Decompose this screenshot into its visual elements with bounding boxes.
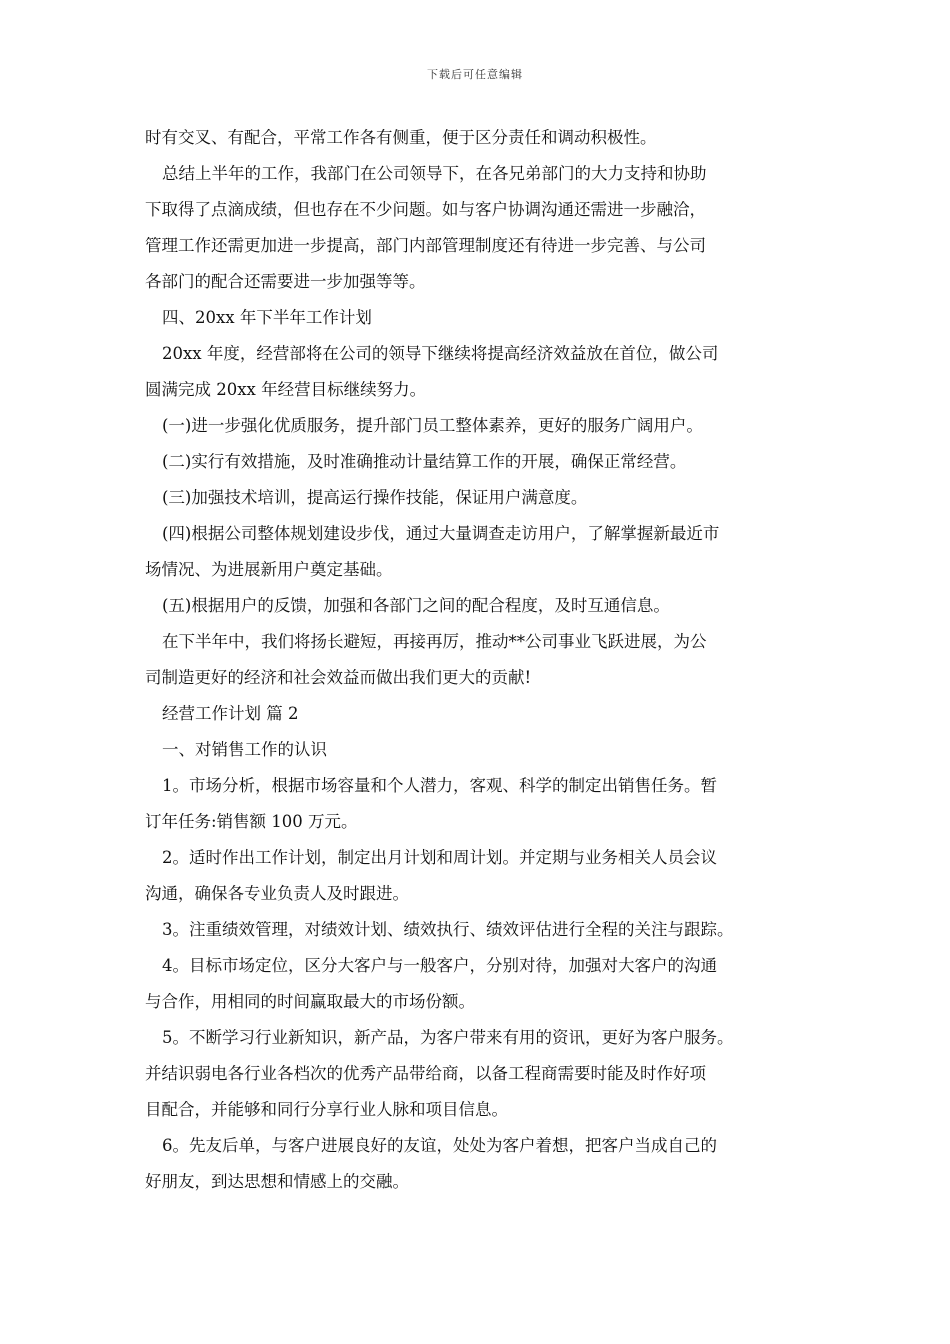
- text-line: 2。适时作出工作计划，制定出月计划和周计划。并定期与业务相关人员会议: [162, 848, 717, 867]
- text-line: 管理工作还需更加进一步提高，部门内部管理制度还有待进一步完善、与公司: [145, 236, 706, 255]
- text-line: 并结识弱电各行业各档次的优秀产品带给商，以备工程商需要时能及时作好项: [145, 1064, 706, 1083]
- text-line: 经营工作计划 篇 2: [162, 704, 299, 723]
- text-line: 目配合，并能够和同行分享行业人脉和项目信息。: [145, 1100, 508, 1119]
- text-line: (三)加强技术培训，提高运行操作技能，保证用户满意度。: [162, 488, 588, 507]
- text-line: 3。注重绩效管理，对绩效计划、绩效执行、绩效评估进行全程的关注与跟踪。: [162, 920, 734, 939]
- text-line: 下取得了点滴成绩，但也存在不少问题。如与客户协调沟通还需进一步融洽，: [145, 200, 706, 219]
- text-line: 时有交叉、有配合，平常工作各有侧重，便于区分责任和调动积极性。: [145, 128, 657, 147]
- text-line: 总结上半年的工作，我部门在公司领导下，在各兄弟部门的大力支持和协助: [162, 164, 707, 183]
- text-line: 四、20xx 年下半年工作计划: [162, 308, 372, 327]
- text-line: 在下半年中，我们将扬长避短，再接再厉，推动**公司事业飞跃进展，为公: [162, 632, 707, 651]
- text-line: 场情况、为进展新用户奠定基础。: [145, 560, 393, 579]
- text-line: (五)根据用户的反馈，加强和各部门之间的配合程度，及时互通信息。: [162, 596, 670, 615]
- text-line: 5。不断学习行业新知识，新产品，为客户带来有用的资讯，更好为客户服务。: [162, 1028, 734, 1047]
- text-line: (一)进一步强化优质服务，提升部门员工整体素养，更好的服务广阔用户。: [162, 416, 703, 435]
- text-line: 圆满完成 20xx 年经营目标继续努力。: [145, 380, 427, 399]
- text-line: 20xx 年度，经营部将在公司的领导下继续将提高经济效益放在首位，做公司: [162, 344, 719, 363]
- text-line: 订年任务:销售额 100 万元。: [145, 812, 358, 831]
- text-line: (二)实行有效措施，及时准确推动计量结算工作的开展，确保正常经营。: [162, 452, 687, 471]
- text-line: 与合作，用相同的时间赢取最大的市场份额。: [145, 992, 475, 1011]
- text-line: 沟通，确保各专业负责人及时跟进。: [145, 884, 409, 903]
- text-line: 6。先友后单，与客户进展良好的友谊，处处为客户着想，把客户当成自己的: [162, 1136, 717, 1155]
- text-line: 4。目标市场定位，区分大客户与一般客户，分别对待，加强对大客户的沟通: [162, 956, 717, 975]
- text-line: 1。市场分析，根据市场容量和个人潜力，客观、科学的制定出销售任务。暂: [162, 776, 717, 795]
- text-line: 好朋友，到达思想和情感上的交融。: [145, 1172, 409, 1191]
- text-line: (四)根据公司整体规划建设步伐，通过大量调查走访用户，了解掌握新最近市: [162, 524, 720, 543]
- page-header: 下载后可任意编辑: [427, 68, 523, 81]
- text-line: 司制造更好的经济和社会效益而做出我们更大的贡献!: [145, 668, 532, 687]
- text-line: 一、对销售工作的认识: [162, 740, 327, 759]
- text-line: 各部门的配合还需要进一步加强等等。: [145, 272, 426, 291]
- document-body: [145, 120, 820, 1200]
